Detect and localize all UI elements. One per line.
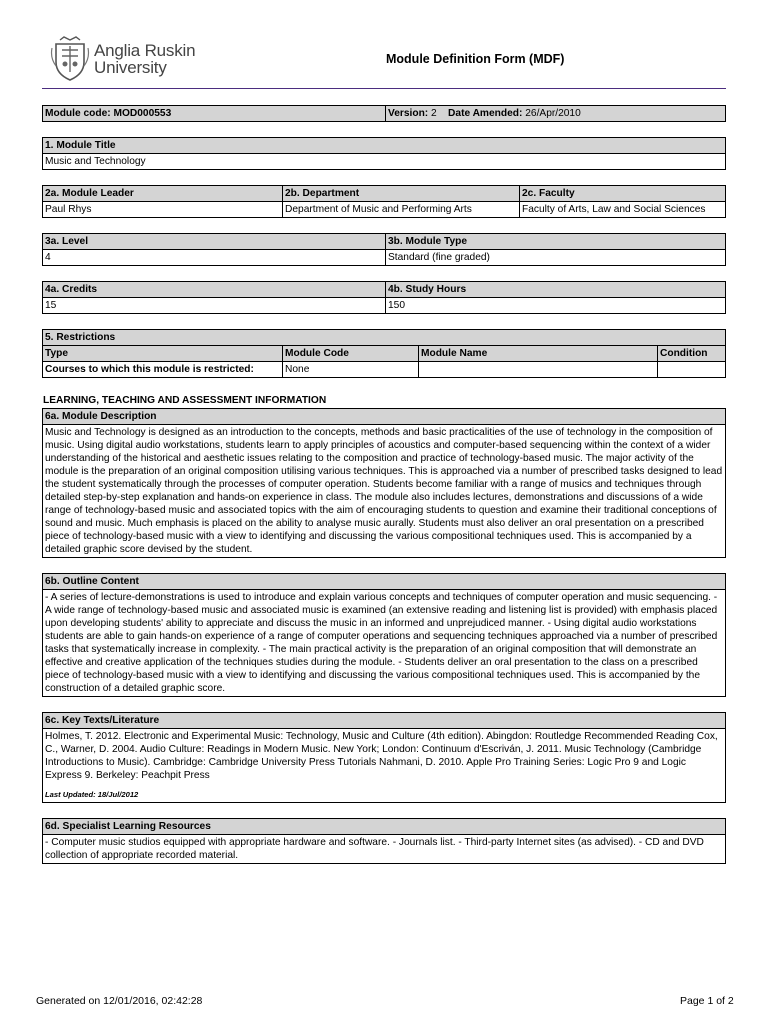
module-title-table [42,137,726,170]
module-description-label: 6a. Module Description [43,409,726,425]
module-description-text: Music and Technology is designed as an introduction to the concepts, methods and basic practicalities of the use of technology in the composition of music. Using digital audio workstations, students learn to apply principles of acoustics and computer-based sequencing within the context of a wider understanding of the historical and aesthetic issues relating to the composition and practice of technology-based music. The major activity of the module is the preparation of an original composition utilising various techniques. This is approached via a number of prescribed tasks designed to lead the student systematically through the processes of computer operation. Students become familiar with a range of musics and techniques through detailed step-by-step explanation and hands-on experience in class. The module also includes lectures, demonstrations and discussions of a wide range of technology-based music and associated topics with the aim of encouraging students to question and examine their traditional conceptions of sound and music. Much emphasis is placed on the ability to analyse music aurally. Students must also deliver an oral presentation on a prescribed piece of technology-based music with a view to identifying and discussing the various compositional techniques used. This is accompanied by a detailed graphic score devised by the student. [43,425,726,558]
restrictions-row-condition [658,362,726,378]
department-value: Department of Music and Performing Arts [283,202,520,218]
restrictions-col-code: Module Code [283,346,419,362]
level-value: 4 [43,250,386,266]
module-title-label: 1. Module Title [43,138,726,154]
study-hours-value: 150 [386,298,726,314]
module-type-label: 3b. Module Type [386,234,726,250]
key-texts-cell [43,729,726,803]
page-number: Page 1 of 2 [680,995,734,1007]
crest-icon [50,36,90,82]
study-hours-label: 4b. Study Hours [386,282,726,298]
key-texts-label: 6c. Key Texts/Literature [43,713,726,729]
learning-resources-table [42,818,726,864]
lta-heading: LEARNING, TEACHING AND ASSESSMENT INFORMATION [43,395,327,406]
leader-table [42,185,726,218]
module-code-cell: Module code: MOD000553 [43,106,386,122]
module-info-table [42,105,726,122]
level-table [42,233,726,266]
credits-table [42,281,726,314]
header-rule [42,88,726,89]
module-title-value: Music and Technology [43,154,726,170]
module-leader-label: 2a. Module Leader [43,186,283,202]
restrictions-col-name: Module Name [419,346,658,362]
key-texts-text: Holmes, T. 2012. Electronic and Experimental Music: Technology, Music and Culture (4th edition). Abingdon: Routledge Recommended Reading Cox, C., Warner, D. 2004. Audio Culture: Readings in Modern Music. New York; London: Continuum d'Escriván, J. 2011. Music Technology (Cambridge Introductions to Music). Cambridge: Cambridge University Press Tutorials Nahmani, D. 2010. Apple Pro Training Series: Logic Pro 9 and Logic Express 9. Berkeley: Peachpit Press [45,731,718,781]
generated-timestamp: Generated on 12/01/2016, 02:42:28 [36,995,203,1007]
department-label: 2b. Department [283,186,520,202]
restrictions-row-type: Courses to which this module is restricted: [43,362,283,378]
module-form [42,105,726,864]
page-title: Module Definition Form (MDF) [386,52,565,66]
key-texts-table [42,712,726,803]
restrictions-row-name [419,362,658,378]
university-logo [50,36,210,82]
restrictions-table [42,329,726,378]
restrictions-row-code: None [283,362,419,378]
last-updated: Last Updated: 18/Jul/2012 [45,790,139,799]
outline-content-table [42,573,726,697]
outline-content-text: - A series of lecture-demonstrations is used to introduce and explain various concepts and techniques of computer operation and music sequencing. - A wide range of technology-based music and associated music is examined (an extensive reading and listening list is provided) with emphasis placed upon developing students' ability to appreciate and discuss the music in an informed and unprejudiced manner. - Using digital audio workstations students are able to gain hands-on experience of a range of computer operations and sequencing techniques approached via a number of prescribed tasks that systematically increase in complexity. - The main practical activity is the preparation of an original composition that will demonstrate an effective and creative application of the techniques studies during the module. - Students deliver an oral presentation to the class on a prescribed piece of technology-based music with a view to identifying and discussing the various compositional techniques used. This is accompanied by the construction of a detailed graphic score. [43,590,726,697]
module-description-table [42,408,726,558]
outline-content-label: 6b. Outline Content [43,574,726,590]
module-leader-value: Paul Rhys [43,202,283,218]
learning-resources-text: - Computer music studios equipped with appropriate hardware and software. - Journals list. - Third-party Internet sites (as advised). - CD and DVD collection of appropriate recorded material. [43,835,726,864]
restrictions-col-type: Type [43,346,283,362]
faculty-value: Faculty of Arts, Law and Social Sciences [520,202,726,218]
credits-value: 15 [43,298,386,314]
learning-resources-label: 6d. Specialist Learning Resources [43,819,726,835]
restrictions-col-condition: Condition [658,346,726,362]
module-type-value: Standard (fine graded) [386,250,726,266]
logo-wordmark: Anglia Ruskin University [94,41,196,77]
restrictions-label: 5. Restrictions [43,330,726,346]
level-label: 3a. Level [43,234,386,250]
credits-label: 4a. Credits [43,282,386,298]
faculty-label: 2c. Faculty [520,186,726,202]
version-cell: Version: 2 Date Amended: 26/Apr/2010 [386,106,726,122]
